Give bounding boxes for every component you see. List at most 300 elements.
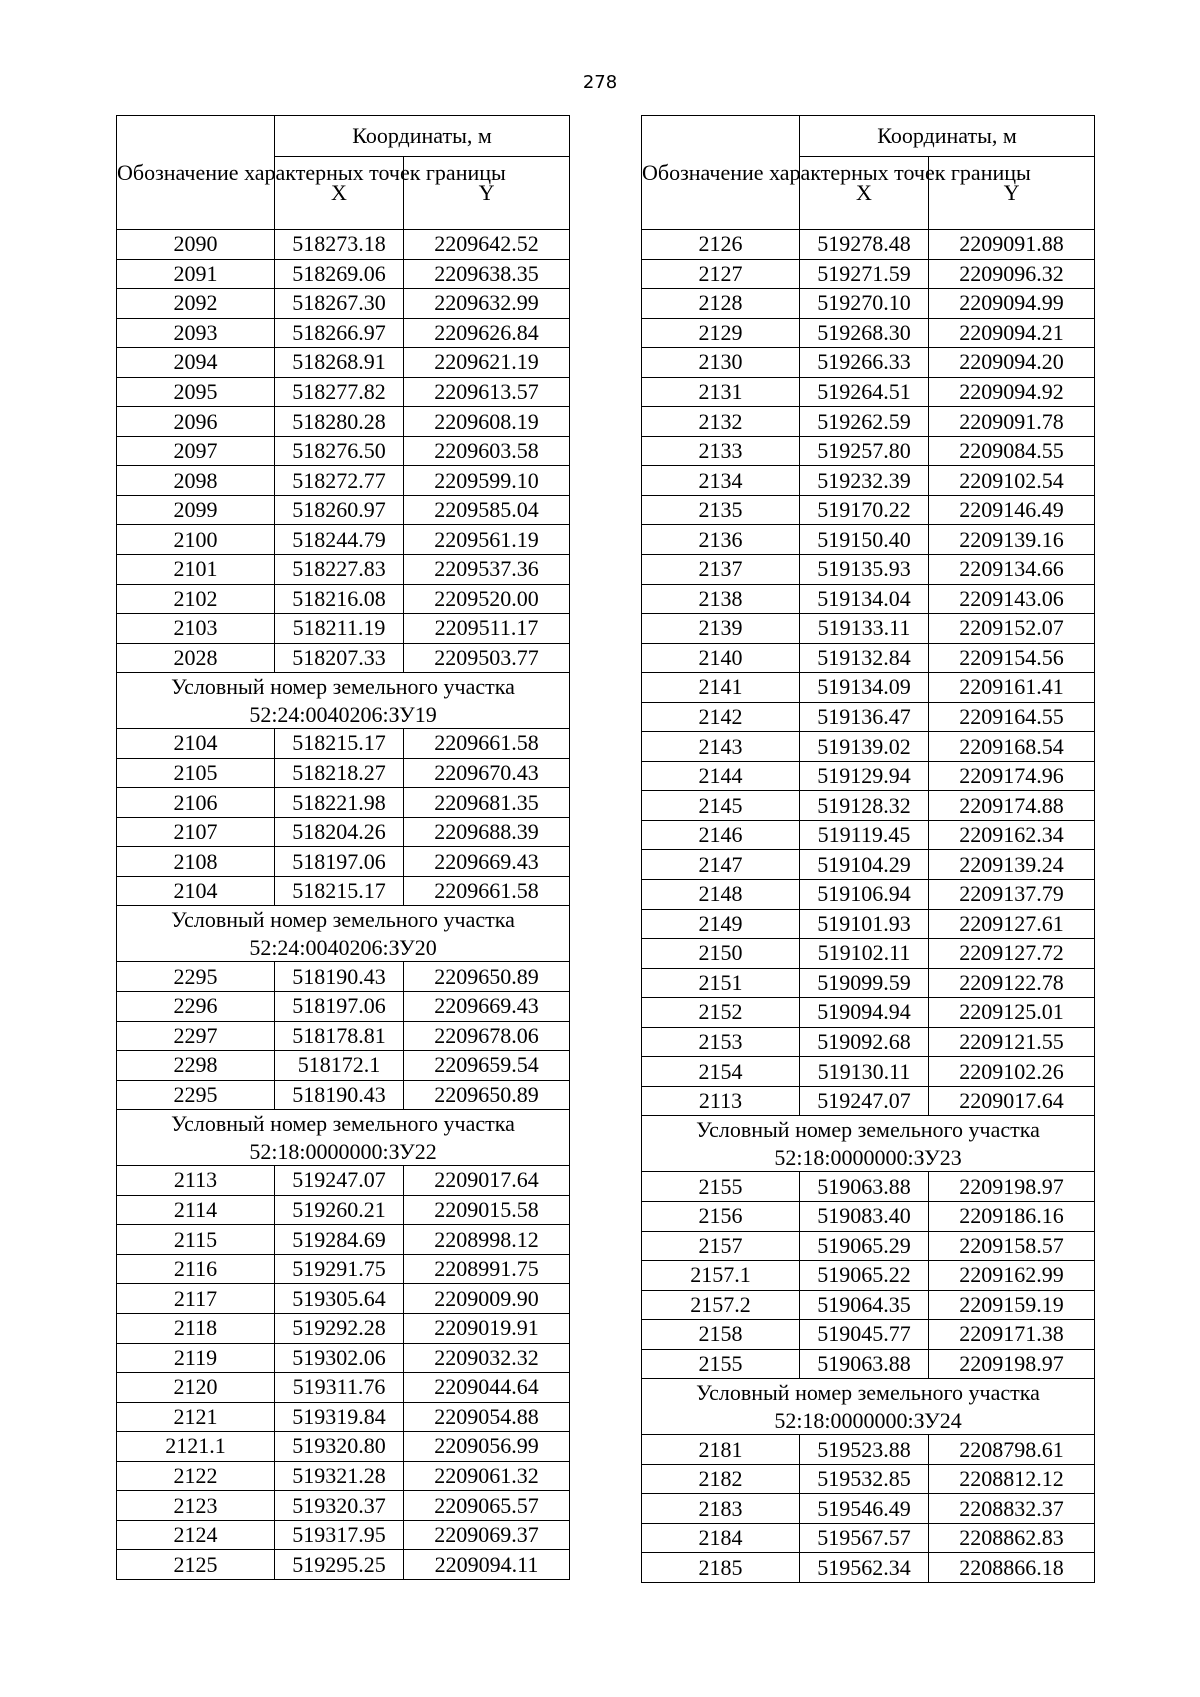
parcel-heading-label: Условный номер земельного участка	[696, 1380, 1040, 1406]
table-row	[117, 1021, 570, 1051]
y-coordinate-cell: 2209091.78	[929, 407, 1095, 437]
point-id-cell: 2183	[642, 1494, 800, 1524]
point-id-cell: 2123	[117, 1491, 275, 1521]
y-coordinate-cell: 2209162.34	[929, 820, 1095, 850]
x-coordinate-cell: 519134.04	[800, 584, 929, 614]
parcel-number: 52:18:0000000:ЗУ24	[774, 1407, 962, 1433]
table-row	[642, 1494, 1095, 1524]
point-id-cell: 2136	[642, 525, 800, 555]
point-id-cell: 2114	[117, 1195, 275, 1225]
x-coordinate-cell: 518178.81	[275, 1021, 404, 1051]
y-coordinate-cell: 2209669.43	[404, 992, 570, 1022]
x-column-header: X	[800, 157, 929, 230]
y-column-header: Y	[404, 157, 570, 230]
y-coordinate-cell: 2208812.12	[929, 1464, 1095, 1494]
x-coordinate-cell: 518190.43	[275, 962, 404, 992]
point-id-cell: 2090	[117, 230, 275, 260]
y-coordinate-cell: 2209164.55	[929, 702, 1095, 732]
point-id-cell: 2102	[117, 584, 275, 614]
x-coordinate-cell: 519260.21	[275, 1195, 404, 1225]
x-coordinate-cell: 519268.30	[800, 318, 929, 348]
y-coordinate-cell: 2209094.11	[404, 1550, 570, 1580]
point-id-cell: 2128	[642, 289, 800, 319]
y-coordinate-cell: 2209017.64	[404, 1166, 570, 1196]
y-coordinate-cell: 2209650.89	[404, 1080, 570, 1110]
y-coordinate-cell: 2209659.54	[404, 1051, 570, 1081]
x-coordinate-cell: 519139.02	[800, 732, 929, 762]
point-id-cell: 2104	[117, 876, 275, 906]
point-id-cell: 2098	[117, 466, 275, 496]
x-coordinate-cell: 518218.27	[275, 758, 404, 788]
point-id-cell: 2154	[642, 1057, 800, 1087]
y-coordinate-cell: 2209084.55	[929, 436, 1095, 466]
table-row	[117, 377, 570, 407]
y-coordinate-cell: 2209056.99	[404, 1432, 570, 1462]
table-row	[117, 1166, 570, 1196]
x-coordinate-cell: 519130.11	[800, 1057, 929, 1087]
y-coordinate-cell: 2209015.58	[404, 1195, 570, 1225]
y-coordinate-cell: 2209661.58	[404, 876, 570, 906]
table-row	[117, 847, 570, 877]
point-id-cell: 2103	[117, 614, 275, 644]
parcel-heading-label: Условный номер земельного участка	[696, 1117, 1040, 1143]
x-coordinate-cell: 519064.35	[800, 1290, 929, 1320]
table-row	[117, 1520, 570, 1550]
x-coordinate-cell: 519321.28	[275, 1461, 404, 1491]
point-id-cell: 2113	[117, 1166, 275, 1196]
point-id-cell: 2092	[117, 289, 275, 319]
y-coordinate-cell: 2209143.06	[929, 584, 1095, 614]
x-coordinate-cell: 519119.45	[800, 820, 929, 850]
table-row	[117, 584, 570, 614]
point-id-cell: 2105	[117, 758, 275, 788]
point-id-cell: 2133	[642, 436, 800, 466]
x-coordinate-cell: 518272.77	[275, 466, 404, 496]
y-coordinate-cell: 2209608.19	[404, 407, 570, 437]
y-coordinate-cell: 2209061.32	[404, 1461, 570, 1491]
y-coordinate-cell: 2209122.78	[929, 968, 1095, 998]
x-coordinate-cell: 519271.59	[800, 259, 929, 289]
x-coordinate-cell: 519264.51	[800, 377, 929, 407]
x-coordinate-cell: 518197.06	[275, 992, 404, 1022]
point-id-cell: 2115	[117, 1225, 275, 1255]
y-coordinate-cell: 2209125.01	[929, 998, 1095, 1028]
y-coordinate-cell: 2209174.88	[929, 791, 1095, 821]
point-id-cell: 2116	[117, 1254, 275, 1284]
x-coordinate-cell: 519092.68	[800, 1027, 929, 1057]
y-coordinate-cell: 2209139.24	[929, 850, 1095, 880]
x-coordinate-cell: 519134.09	[800, 673, 929, 703]
x-coordinate-cell: 519045.77	[800, 1320, 929, 1350]
x-coordinate-cell: 519291.75	[275, 1254, 404, 1284]
point-id-cell: 2148	[642, 880, 800, 910]
point-id-cell: 2295	[117, 962, 275, 992]
coordinates-table-right	[641, 115, 1095, 1583]
y-coordinate-cell: 2209091.88	[929, 230, 1095, 260]
table-row	[642, 1261, 1095, 1291]
y-coordinate-cell: 2209094.92	[929, 377, 1095, 407]
table-row	[117, 1254, 570, 1284]
table-row	[117, 318, 570, 348]
point-id-cell: 2151	[642, 968, 800, 998]
y-coordinate-cell: 2209161.41	[929, 673, 1095, 703]
table-row	[117, 788, 570, 818]
y-coordinate-cell: 2209159.19	[929, 1290, 1095, 1320]
y-coordinate-cell: 2209198.97	[929, 1349, 1095, 1379]
point-id-cell: 2106	[117, 788, 275, 818]
x-coordinate-cell: 519135.93	[800, 555, 929, 585]
point-id-cell: 2145	[642, 791, 800, 821]
x-coordinate-cell: 518267.30	[275, 289, 404, 319]
x-coordinate-cell: 519132.84	[800, 643, 929, 673]
coordinates-table-left	[116, 115, 570, 1580]
table-row	[642, 318, 1095, 348]
table-row	[642, 1464, 1095, 1494]
y-coordinate-cell: 2209162.99	[929, 1261, 1095, 1291]
point-id-cell: 2096	[117, 407, 275, 437]
table-row	[642, 761, 1095, 791]
point-id-cell: 2121	[117, 1402, 275, 1432]
point-id-cell: 2146	[642, 820, 800, 850]
table-row	[642, 1290, 1095, 1320]
x-coordinate-cell: 519546.49	[800, 1494, 929, 1524]
y-coordinate-cell: 2209599.10	[404, 466, 570, 496]
table-row	[642, 289, 1095, 319]
x-coordinate-cell: 519257.80	[800, 436, 929, 466]
x-coordinate-cell: 519295.25	[275, 1550, 404, 1580]
y-coordinate-cell: 2209137.79	[929, 880, 1095, 910]
x-coordinate-cell: 519523.88	[800, 1435, 929, 1465]
table-row	[117, 289, 570, 319]
x-coordinate-cell: 519562.34	[800, 1553, 929, 1583]
x-coordinate-cell: 519284.69	[275, 1225, 404, 1255]
y-coordinate-cell: 2209094.21	[929, 318, 1095, 348]
point-id-cell: 2156	[642, 1201, 800, 1231]
point-id-cell: 2155	[642, 1349, 800, 1379]
left-table-body	[117, 230, 570, 1580]
point-id-cell: 2184	[642, 1523, 800, 1553]
x-coordinate-cell: 518273.18	[275, 230, 404, 260]
x-coordinate-cell: 519094.94	[800, 998, 929, 1028]
y-coordinate-cell: 2209017.64	[929, 1086, 1095, 1116]
point-id-cell: 2295	[117, 1080, 275, 1110]
x-coordinate-cell: 519247.07	[275, 1166, 404, 1196]
x-coordinate-cell: 519567.57	[800, 1523, 929, 1553]
parcel-number: 52:24:0040206:ЗУ20	[249, 934, 437, 960]
y-coordinate-cell: 2209650.89	[404, 962, 570, 992]
parcel-heading	[117, 673, 570, 729]
table-row	[117, 614, 570, 644]
parcel-number: 52:18:0000000:ЗУ22	[249, 1138, 437, 1164]
x-coordinate-cell: 519320.37	[275, 1491, 404, 1521]
y-coordinate-cell: 2209537.36	[404, 555, 570, 585]
point-id-cell: 2298	[117, 1051, 275, 1081]
y-coordinate-cell: 2209102.26	[929, 1057, 1095, 1087]
point-id-cell: 2130	[642, 348, 800, 378]
y-coordinate-cell: 2208866.18	[929, 1553, 1095, 1583]
x-coordinate-cell: 519133.11	[800, 614, 929, 644]
y-coordinate-cell: 2209094.99	[929, 289, 1095, 319]
table-row	[117, 643, 570, 673]
point-id-cell: 2104	[117, 729, 275, 759]
x-coordinate-cell: 519305.64	[275, 1284, 404, 1314]
table-row	[117, 992, 570, 1022]
y-coordinate-cell: 2208832.37	[929, 1494, 1095, 1524]
y-coordinate-cell: 2209127.72	[929, 939, 1095, 969]
x-coordinate-cell: 518277.82	[275, 377, 404, 407]
table-row	[642, 820, 1095, 850]
table-row	[117, 1225, 570, 1255]
x-coordinate-cell: 518260.97	[275, 495, 404, 525]
table-row	[117, 1550, 570, 1580]
table-row	[642, 1201, 1095, 1231]
point-id-cell: 2139	[642, 614, 800, 644]
table-row	[117, 1461, 570, 1491]
x-coordinate-cell: 519270.10	[800, 289, 929, 319]
point-id-cell: 2119	[117, 1343, 275, 1373]
y-coordinate-cell: 2209158.57	[929, 1231, 1095, 1261]
x-coordinate-cell: 519319.84	[275, 1402, 404, 1432]
x-coordinate-cell: 518280.28	[275, 407, 404, 437]
x-coordinate-cell: 519317.95	[275, 1520, 404, 1550]
table-row	[642, 407, 1095, 437]
point-id-cell: 2137	[642, 555, 800, 585]
table-row	[642, 1231, 1095, 1261]
point-id-cell: 2143	[642, 732, 800, 762]
x-coordinate-cell: 518215.17	[275, 876, 404, 906]
point-id-cell: 2144	[642, 761, 800, 791]
x-coordinate-cell: 519065.22	[800, 1261, 929, 1291]
x-coordinate-cell: 519320.80	[275, 1432, 404, 1462]
table-row	[642, 436, 1095, 466]
table-row	[642, 259, 1095, 289]
x-coordinate-cell: 519311.76	[275, 1373, 404, 1403]
point-id-cell: 2099	[117, 495, 275, 525]
table-row	[642, 1349, 1095, 1379]
parcel-heading-label: Условный номер земельного участка	[171, 907, 515, 933]
table-row	[642, 673, 1095, 703]
point-id-cell: 2134	[642, 466, 800, 496]
table-row	[117, 495, 570, 525]
x-coordinate-cell: 518215.17	[275, 729, 404, 759]
y-coordinate-cell: 2209044.64	[404, 1373, 570, 1403]
table-row	[642, 1523, 1095, 1553]
point-id-cell: 2028	[117, 643, 275, 673]
x-coordinate-cell: 518190.43	[275, 1080, 404, 1110]
x-coordinate-cell: 519292.28	[275, 1313, 404, 1343]
x-coordinate-cell: 519278.48	[800, 230, 929, 260]
table-row	[117, 1195, 570, 1225]
y-coordinate-cell: 2209632.99	[404, 289, 570, 319]
point-id-cell: 2094	[117, 348, 275, 378]
y-coordinate-cell: 2209069.37	[404, 1520, 570, 1550]
point-id-cell: 2297	[117, 1021, 275, 1051]
table-row	[117, 230, 570, 260]
y-coordinate-cell: 2209146.49	[929, 495, 1095, 525]
x-coordinate-cell: 519266.33	[800, 348, 929, 378]
y-coordinate-cell: 2209585.04	[404, 495, 570, 525]
table-row	[642, 614, 1095, 644]
x-coordinate-cell: 519247.07	[800, 1086, 929, 1116]
x-coordinate-cell: 519065.29	[800, 1231, 929, 1261]
point-id-cell: 2100	[117, 525, 275, 555]
table-row	[642, 495, 1095, 525]
right-table-body	[642, 230, 1095, 1583]
x-coordinate-cell: 518221.98	[275, 788, 404, 818]
point-id-cell: 2107	[117, 817, 275, 847]
x-coordinate-cell: 519099.59	[800, 968, 929, 998]
table-row	[642, 466, 1095, 496]
parcel-number: 52:24:0040206:ЗУ19	[249, 701, 437, 727]
coordinates-header: Координаты, м	[800, 116, 1095, 157]
point-id-cell: 2147	[642, 850, 800, 880]
point-id-cell: 2149	[642, 909, 800, 939]
y-coordinate-cell: 2209670.43	[404, 758, 570, 788]
point-id-cell: 2141	[642, 673, 800, 703]
table-row	[642, 555, 1095, 585]
x-coordinate-cell: 518276.50	[275, 436, 404, 466]
table-row	[642, 1553, 1095, 1583]
x-coordinate-cell: 519302.06	[275, 1343, 404, 1373]
parcel-heading	[642, 1116, 1095, 1172]
coordinates-header: Координаты, м	[275, 116, 570, 157]
parcel-heading-label: Условный номер земельного участка	[171, 1111, 515, 1137]
point-id-cell: 2121.1	[117, 1432, 275, 1462]
table-row	[117, 1080, 570, 1110]
table-row	[117, 758, 570, 788]
y-coordinate-cell: 2209121.55	[929, 1027, 1095, 1057]
point-id-cell: 2101	[117, 555, 275, 585]
table-row	[642, 1435, 1095, 1465]
table-row	[642, 377, 1095, 407]
x-coordinate-cell: 519101.93	[800, 909, 929, 939]
y-coordinate-cell: 2209139.16	[929, 525, 1095, 555]
table-row	[117, 1343, 570, 1373]
y-coordinate-cell: 2209186.16	[929, 1201, 1095, 1231]
table-row	[117, 1284, 570, 1314]
table-row	[642, 968, 1095, 998]
y-coordinate-cell: 2209678.06	[404, 1021, 570, 1051]
table-row	[642, 348, 1095, 378]
table-row	[117, 1432, 570, 1462]
y-coordinate-cell: 2209127.61	[929, 909, 1095, 939]
x-coordinate-cell: 519128.32	[800, 791, 929, 821]
point-id-cell: 2126	[642, 230, 800, 260]
table-header	[642, 116, 1095, 230]
x-coordinate-cell: 519104.29	[800, 850, 929, 880]
x-coordinate-cell: 518227.83	[275, 555, 404, 585]
y-coordinate-cell: 2209626.84	[404, 318, 570, 348]
table-row	[642, 1027, 1095, 1057]
x-coordinate-cell: 518244.79	[275, 525, 404, 555]
x-coordinate-cell: 518216.08	[275, 584, 404, 614]
x-coordinate-cell: 519150.40	[800, 525, 929, 555]
point-id-cell: 2097	[117, 436, 275, 466]
point-id-cell: 2157.2	[642, 1290, 800, 1320]
point-id-cell: 2296	[117, 992, 275, 1022]
y-coordinate-cell: 2209154.56	[929, 643, 1095, 673]
point-id-cell: 2129	[642, 318, 800, 348]
y-coordinate-cell: 2208862.83	[929, 1523, 1095, 1553]
x-coordinate-cell: 519063.88	[800, 1172, 929, 1202]
table-row	[642, 880, 1095, 910]
point-column-header: Обозначение характерных точек границы	[117, 116, 275, 230]
parcel-heading-label: Условный номер земельного участка	[171, 674, 515, 700]
point-id-cell: 2132	[642, 407, 800, 437]
point-id-cell: 2185	[642, 1553, 800, 1583]
point-id-cell: 2125	[117, 1550, 275, 1580]
x-coordinate-cell: 519129.94	[800, 761, 929, 791]
x-coordinate-cell: 518211.19	[275, 614, 404, 644]
table-row	[642, 1086, 1095, 1116]
table-row	[117, 1402, 570, 1432]
y-coordinate-cell: 2209054.88	[404, 1402, 570, 1432]
table-row	[117, 259, 570, 289]
table-row	[117, 525, 570, 555]
point-id-cell: 2142	[642, 702, 800, 732]
x-coordinate-cell: 519232.39	[800, 466, 929, 496]
y-coordinate-cell: 2209094.20	[929, 348, 1095, 378]
point-id-cell: 2122	[117, 1461, 275, 1491]
x-coordinate-cell: 519532.85	[800, 1464, 929, 1494]
table-row	[117, 348, 570, 378]
point-id-cell: 2113	[642, 1086, 800, 1116]
x-coordinate-cell: 518268.91	[275, 348, 404, 378]
table-row	[642, 850, 1095, 880]
table-row	[117, 1373, 570, 1403]
point-id-cell: 2138	[642, 584, 800, 614]
table-row	[117, 555, 570, 585]
table-row	[642, 702, 1095, 732]
x-coordinate-cell: 519136.47	[800, 702, 929, 732]
y-coordinate-cell: 2209638.35	[404, 259, 570, 289]
y-coordinate-cell: 2209603.58	[404, 436, 570, 466]
table-row	[642, 230, 1095, 260]
y-coordinate-cell: 2209503.77	[404, 643, 570, 673]
table-row	[642, 525, 1095, 555]
point-id-cell: 2181	[642, 1435, 800, 1465]
parcel-number: 52:18:0000000:ЗУ23	[774, 1144, 962, 1170]
point-id-cell: 2095	[117, 377, 275, 407]
table-row	[642, 584, 1095, 614]
y-coordinate-cell: 2208991.75	[404, 1254, 570, 1284]
y-coordinate-cell: 2209561.19	[404, 525, 570, 555]
point-id-cell: 2093	[117, 318, 275, 348]
y-coordinate-cell: 2209661.58	[404, 729, 570, 759]
point-id-cell: 2131	[642, 377, 800, 407]
y-coordinate-cell: 2209642.52	[404, 230, 570, 260]
x-column-header: X	[275, 157, 404, 230]
table-row	[642, 643, 1095, 673]
table-row	[117, 876, 570, 906]
y-coordinate-cell: 2209102.54	[929, 466, 1095, 496]
y-coordinate-cell: 2209511.17	[404, 614, 570, 644]
table-row	[117, 466, 570, 496]
x-coordinate-cell: 518172.1	[275, 1051, 404, 1081]
table-row	[642, 1320, 1095, 1350]
x-coordinate-cell: 519063.88	[800, 1349, 929, 1379]
y-coordinate-cell: 2209134.66	[929, 555, 1095, 585]
y-coordinate-cell: 2209096.32	[929, 259, 1095, 289]
y-coordinate-cell: 2209669.43	[404, 847, 570, 877]
table-header	[117, 116, 570, 230]
point-id-cell: 2150	[642, 939, 800, 969]
table-row	[642, 1057, 1095, 1087]
table-row	[642, 791, 1095, 821]
point-id-cell: 2120	[117, 1373, 275, 1403]
table-row	[642, 998, 1095, 1028]
page-number: 278	[582, 72, 618, 93]
